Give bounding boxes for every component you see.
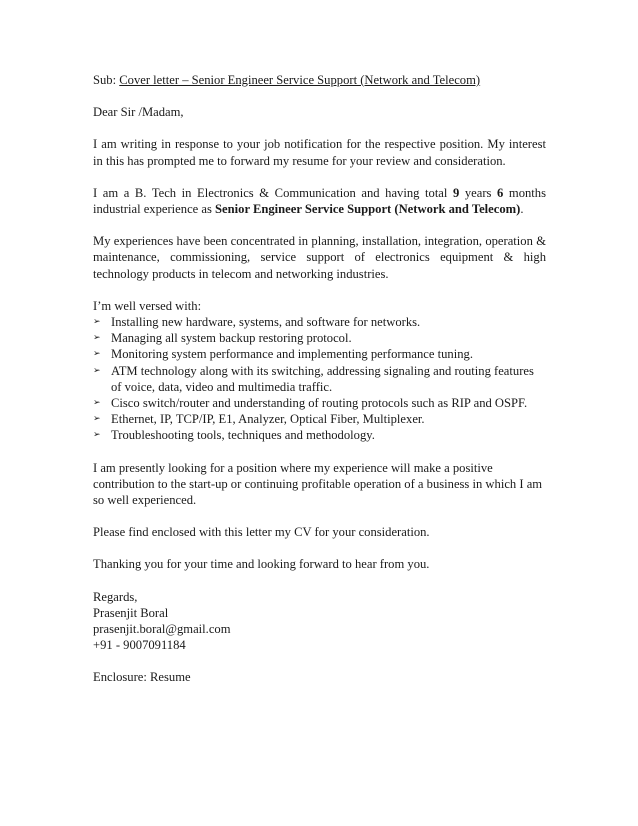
experience-months: 6	[497, 185, 504, 200]
skill-text: Managing all system backup restoring protocol.	[111, 331, 352, 346]
looking-line-1: I am presently looking for a position where my experience will make a positive	[93, 460, 493, 475]
signature-block	[93, 589, 546, 654]
subject-line	[93, 72, 546, 88]
skills-list	[93, 314, 546, 444]
arrowhead-bullet-icon: ➢	[93, 317, 101, 328]
skill-text: Monitoring system performance and implementing performance tuning.	[111, 347, 473, 362]
intro-paragraph: I am writing in response to your job notification for the respective position. My interest in this has prompted me to forward my resume for your review and consideration.	[93, 137, 546, 168]
enclosed-paragraph: Please find enclosed with this letter my CV for your consideration.	[93, 525, 430, 540]
qualification-text-3: months industrial experience as	[93, 185, 546, 217]
salutation: Dear Sir /Madam,	[93, 105, 184, 120]
skills-intro: I’m well versed with:	[93, 298, 202, 313]
skill-text: Ethernet, IP, TCP/IP, E1, Analyzer, Optical Fiber, Multiplexer.	[111, 412, 425, 427]
skill-text: ATM technology along with its switching, addressing signaling and routing features of voice, data, video and multimedia traffic.	[111, 363, 534, 394]
thanks-paragraph: Thanking you for your time and looking forward to hear from you.	[93, 557, 430, 572]
signer-email: prasenjit.boral@gmail.com	[93, 622, 231, 637]
skill-item	[93, 395, 546, 411]
skill-text: Installing new hardware, systems, and software for networks.	[111, 315, 421, 330]
looking-line-3: so well experienced.	[93, 493, 197, 508]
looking-line-2: contribution to the start-up or continuing profitable operation of a business in which I am	[93, 476, 543, 491]
arrowhead-bullet-icon: ➢	[93, 333, 101, 344]
arrowhead-bullet-icon: ➢	[93, 349, 101, 360]
experience-paragraph: My experiences have been concentrated in planning, installation, integration, operation & maintenance, commissioning, service support of electronics equipment & high technology products in telecom and networking industries.	[93, 234, 546, 281]
skill-text: Cisco switch/router and understanding of routing protocols such as RIP and OSPF.	[111, 396, 528, 411]
qualification-text-4: .	[520, 202, 524, 217]
qualification-paragraph	[93, 185, 546, 217]
looking-paragraph	[93, 460, 546, 509]
skill-item	[93, 411, 546, 427]
role-title: Senior Engineer Service Support (Network and Telecom)	[215, 202, 521, 217]
arrowhead-bullet-icon: ➢	[93, 430, 101, 441]
subject-text: Cover letter – Senior Engineer Service Support (Network and Telecom)	[119, 73, 481, 87]
skill-item	[93, 363, 546, 395]
qualification-text-2: years	[459, 185, 498, 200]
skill-item	[93, 314, 546, 330]
skill-item	[93, 346, 546, 362]
skill-item	[93, 427, 546, 443]
closing: Regards,	[93, 589, 138, 604]
arrowhead-bullet-icon: ➢	[93, 414, 101, 425]
arrowhead-bullet-icon: ➢	[93, 398, 101, 409]
subject-prefix: Sub:	[93, 73, 120, 87]
skill-text: Troubleshooting tools, techniques and methodology.	[111, 428, 375, 443]
enclosure-line: Enclosure: Resume	[93, 670, 191, 685]
arrowhead-bullet-icon: ➢	[93, 365, 101, 376]
skill-item	[93, 330, 546, 346]
signer-name: Prasenjit Boral	[93, 605, 169, 620]
qualification-text-1: I am a B. Tech in Electronics & Communication and having total	[93, 185, 453, 200]
signer-phone: +91 - 9007091184	[93, 638, 186, 653]
experience-years: 9	[452, 185, 460, 200]
letter-body	[93, 72, 546, 702]
